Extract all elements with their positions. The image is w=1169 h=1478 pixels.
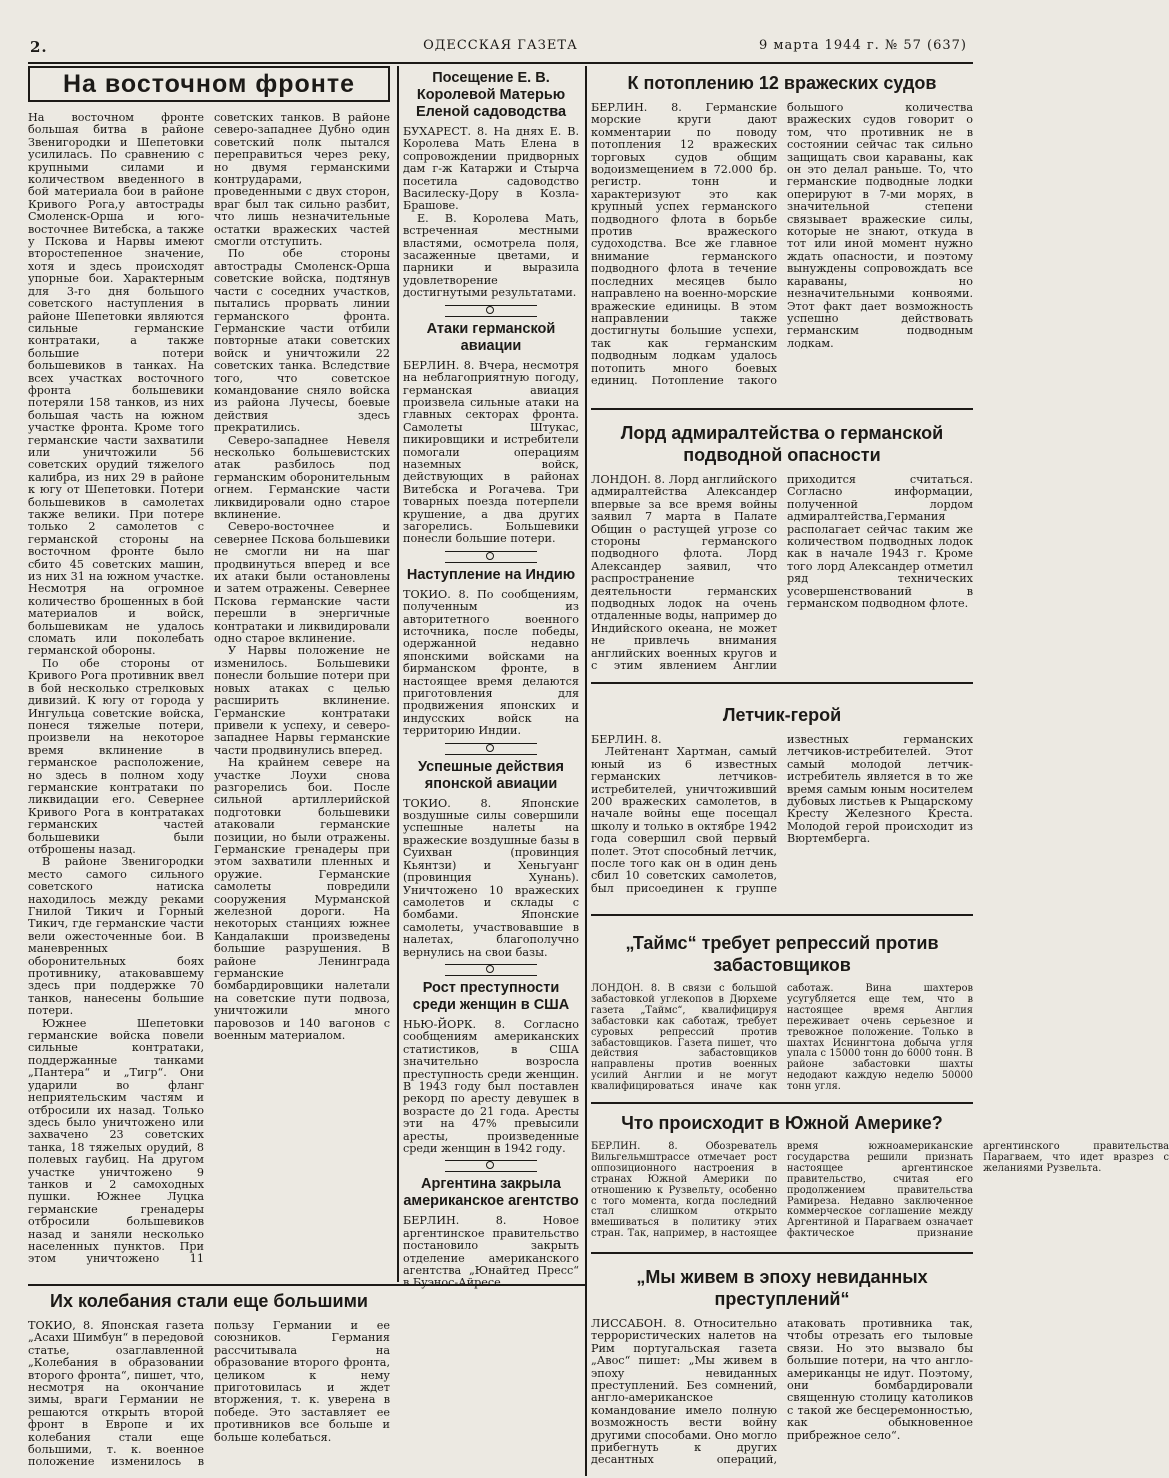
section-rule [591,408,973,410]
article-ships [591,66,973,406]
article-crimes [591,1256,973,1474]
column-rule-right [585,66,587,1476]
article-usa-crime [403,980,579,1155]
section-rule [591,914,973,916]
eastern-front-paragraph: На восточном фронте большая битва в районе Звенигородки и Шепетовки усилилась. По сравнению с крупными силами и количеством введенного в бой материала бои в районе Кривого Рога,у автострады Смоленск-Орша и юго-восточнее Витебска, а также у Пскова и Нарвы имеют второстепенное значение, хотя и здесь происходят упорные бои. Характерным для 3-го дня большого советского наступления в районе Шепетовки являются сильные германские контратаки, а также большие потери большевиков в танках. На всех участках восточного фронта большевики потеряли 158 танков, из них большая часть на южном участке фронта. Кроме того германские части захватили или уничтожили 56 советских орудий тяжелого калибра, из них 29 в районе к югу от Шепетовки. Потери большевиков в самолетах также велики. При потере только 2 самолетов с германской стороны на восточном фронте было сбито 45 советских машин, из них 31 на южном участке. Несмотря на огромное количество брошенных в бой материалов и войск, большевикам не удалось сломать или поколебать германской обороны. [28,111,204,658]
eastern-front-paragraph: Южнее Шепетовки германские войска повели сильные контратаки, поддержанные танками „Пантера“ и „Тигр“. Они ударили во фланг неприятельским частям и отбросили их назад. Только здесь было уничтожено или захвачено 23 советских танка, 18 тяжелых орудий, 8 полевых гаубиц. На другом участке уничтожено 9 танков и 2 самоходных пушки. Южнее Луцка германские гренадеры отбросили большевиков назад и заняли несколько населенных пунктов. При этом уничтожено 11 советских танков. В районе северо-западнее Дубно один советский полк пытался переправиться через реку, но двумя германскими контрударами, проведенными с двух сторон, враг был так сильно разбит, что лишь незначительные остатки вражеских частей смогли отступить. [28,111,390,1266]
ornament-divider [445,305,537,317]
india-paragraph: ТОКИО. 8. По сообщениям, полученным из авторитетного военного источника, после победы, одержанной недавно японскими войсками на бирманском фронте, в настоящее время делаются приготовления для продвижения японских и индусских войск на территорию Индии. [403,587,579,738]
queen-visit-paragraph: Е. В. Королева Мать, встреченная местными властями, осмотрела поля, засаженные цветами, и парники и выразила удовлетворение достигнутыми результатами. [403,211,579,300]
headline-japan-aviation: Успешные действия японской авиации [418,758,564,792]
section-rule [591,1102,973,1104]
article-hesitation [28,1288,390,1474]
eastern-front-paragraph: На крайнем севере на участке Лоухи снова разгорелись бои. После сильной артиллерийской подготовки большевики атаковали германские позиции, но были отражены. Германские гренадеры при этом захватили пленных и оружие. Германские самолеты повредили сооружения Мурманской железной дороги. На некоторых станциях южнее Кандалакши произведены большие разрушения. В районе Ленинграда германские бомбардировщики налетали на советские пути подвоза, уничтожили много паровозов и 140 вагонов с военным материалом. [214,756,390,1043]
issue-date: 9 марта 1944 г. № 57 (637) [758,38,967,53]
south-america-paragraph: БЕРЛИН. 8. Обозреватель Вильгельмштрассе отмечает рост оппозиционного настроения в странах Южной Америки по отношению к Рузвельту, особенно с того момента, когда последний стал слишком открыто вмешиваться в политику этих стран. Так, например, в настоящее время южноамериканские государства решили признать настоящее аргентинское правительство, считая его продолжением правительства Рамиреза. Недавно заключенное коммерческое соглашение между Аргентиной и Парагваем означает фактическое признание аргентинского правительства Парагваем, что идет вразрез с желаниями Рузвельта. [591,1141,1169,1240]
article-admiralty [591,412,973,680]
eastern-front-paragraph: В районе Звенигородки место самого сильного советского натиска находилось между реками Гнилой Тикич и Горный Тикич, где германские части вели ожесточенные бои. В маневренных оборонительных боях противнику, атаковавшему здесь при поддержке 70 танков, нанесены большие потери. [28,855,204,1018]
article-queen-visit [403,70,579,300]
article-india [403,567,579,738]
eastern-front-paragraph: Северо-восточнее и севернее Пскова большевики не смогли ни на шаг продвинуться вперед и все их атаки были остановлены и затем отражены. Севернее Пскова германские части перешли в энергичные контратаки и ликвидировали одно старое вклинение. [214,520,390,646]
eastern-front-paragraph: Северо-западнее Невеля несколько большевистских атак разбилось под германским оборонительным огнем. Германские части ликвидировали одно старое вклинение. [214,433,390,521]
newspaper-name: ОДЕССКАЯ ГАЗЕТА [423,38,578,53]
hesitation-paragraph: ТОКИО, 8. Японская газета „Асахи Шимбун“ в передовой статье, озаглавленной „Колебания в образовании второго фронта“, пишет, что, несмотря на окончание зимы, враги Германии не решаются открыть второй фронт в Европе и их колебания стали еще большими, т. к. военное положение изменилось в пользу Германии и ее союзников. Германия рассчитывала на образование второго фронта, целиком к нему приготовилась и ждет вторжения, т. к. уверена в победе. Это заставляет ее противников все больше и больше колебаться. [28,1319,390,1469]
ships-paragraph: БЕРЛИН. 8. Германские морские круги дают комментарии по поводу потопления 12 вражеских торговых судов общим водоизмещением в 72.000 бр. регистр. тонн и характеризуют это как крупный успех германского подводного флота в борьбе против вражеского судоходства. Все же главное внимание германского подводного флота в течение последних месяцев было направлено на военно-морские вражеские единицы. В этом направлении также достигнуты большие успехи, так как германским подводным лодкам удалось потопить много боевых единиц. Потопление такого большого количества вражеских судов говорит о том, что противник не в состоянии сейчас так сильно защищать свои караваны, как он это делал раньше. То, что германские подводные лодки оперируют в 7-ми морях, в значительной степени связывает вражеские силы, которые не знают, откуда в тот или иной момент нужно ждать опасности, и поэтому вынуждены сопровождать все караваны, но незначительными конвоями. Этот факт дает возможность успешно действовать германским подводным лодкам. [591,101,973,387]
ornament-divider [445,743,537,755]
headline-eastern-front: На восточном фронте [28,66,390,102]
headline-crimes: „Мы живем в эпоху невиданных преступлений“ [636,1267,928,1309]
middle-column [403,66,579,1474]
article-argentina [403,1176,579,1289]
pilot-paragraph: Лейтенант Хартман, самый юный из 6 известных германских летчиков-истребителей, уничтоживший 200 вражеских самолетов, в начале войны еще посещал школу и только в октябре 1942 года совершил свой первый полет. Этот способный летчик, после того как он в один день сбил 10 советских самолетов, был присоединен к группе известных германских летчиков-истребителей. Этот самый молодой летчик-истребитель является в то же время самым юным носителем дубовых листьев к Рыцарскому Кресту Железного Креста. Молодой герой происходит из Вюртемберга. [591,733,973,895]
japan-aviation-paragraph: ТОКИО. 8. Японские воздушные силы совершили успешные налеты на вражеские воздушные базы в Суихван (провинция Кьянтзи) и Хеньгуанг (провинция Хунань). Уничтожено 10 вражеских самолетов и склады с бомбами. Японские самолеты, участвовавшие в налетах, благополучно вернулись на свои базы. [403,796,579,959]
eastern-front-paragraph: По обе стороны от Кривого Рога противник ввел в бой несколько стрелковых дивизий. К югу от города у Ингульца советские войска, понеся тяжелые потери, произвели на некоторое время вклинение в германское расположение, но здесь в полном ходу германские контратаки по ликвидации его. Севернее Кривого Рога в контратаках германских частей большевики были отброшены назад. [28,656,204,856]
ornament-divider [445,964,537,976]
page-number: 2. [30,38,48,56]
headline-ships: К потоплению 12 вражеских судов [627,73,937,93]
headline-queen-visit: Посещение Е. В. Королевой Матерью Еленой садоводства [415,70,567,120]
crimes-paragraph: ЛИССАБОН. 8. Относительно террористических налетов на Рим португальская газета „Авос“ пишет: „Мы живем в эпоху невиданных преступлений. Без сомнений, англо-американское командование имело полную возможность вести войну другими способами. Оно могло прибегнуть к других десантных операций, атаковать противника так, чтобы отрезать его тыловые связи. Но это вызвало бы большие потери, на что англо-американцы не идут. Поэтому, они бомбардировали священную столицу католиков с такой же бесцеремонностью, как обыкновенное прибрежное село“. [591,1317,973,1467]
argentina-paragraph: БЕРЛИН. 8. Новое аргентинское правительство постановило закрыть отделение американского агентства „Юнайтед Пресс“ в Буэнос-Айресе. [403,1214,579,1290]
headline-hesitation: Их колебания стали еще большими [50,1291,368,1311]
eastern-front-paragraph: У Нарвы положение не изменилось. Большевики понесли большие потери при новых атаках с целью расширить вклинение. Германские контратаки привели к успеху, и северо-западнее Нарвы германские части продвинулись вперед. [214,644,390,757]
usa-crime-paragraph: НЬЮ-ЙОРК. 8. Согласно сообщениям американских статистиков, в США значительно возросла преступность среди женщин. В 1943 году был поставлен рекорд по аресту девушек в возрасте до 21 года. Аресты эти на 47% превысили аресты, произведенные среди женщин в 1942 году. [403,1017,579,1155]
headline-aviation-attacks: Атаки германской авиации [426,320,556,354]
headline-india: Наступление на Индию [406,566,576,583]
pilot-paragraph: БЕРЛИН. 8. [591,733,662,746]
article-aviation-attacks [403,321,579,546]
aviation-attacks-paragraph: БЕРЛИН. 8. Вчера, несмотря на неблагоприятную погоду, германская авиация произвела сильные атаки на главных секторах фронта. Самолеты Штукас, пикировщики и истребители помогали операциям наземных войск, действующих в районах Витебска и Рогачева. Три товарных поезда потерпели крушение, а два других загорелись. Большевики понесли большие потери. [403,358,579,546]
headline-times: „Таймс“ требует репрессий против забастовщиков [625,933,939,975]
article-times [591,918,973,1100]
admiralty-paragraph: ЛОНДОН. 8. Лорд английского адмиралтейства Александер впервые за все время войны заявил 7 марта в Палате Общин о растущей угрозе со стороны германского подводного флота. Лорд Александер заявил, что распространение деятельности германских подводных лодок на очень отдаленные воды, например до Индийского океана, не может не привлечь внимания английских военных кругов и с этим явлением Англии приходится считаться. Согласно информации, полученной лордом адмиралтейства,Германия располагает сейчас таким же количеством подводных лодок как в начале 1943 г. Кроме того лорд Александер отметил ряд технических усовершенствований в германском подводном флоте. [591,473,973,673]
headline-usa-crime: Рост преступности среди женщин в США [412,979,570,1013]
headline-argentina: Аргентина закрыла американское агентство [403,1176,579,1210]
section-rule [591,1252,973,1254]
article-japan-aviation [403,759,579,959]
eastern-front-paragraph: По обе стороны автострады Смоленск-Орша советские войска, подтянув части с соседних участков, пытались прорвать линии германского фронта. Германские части отбили повторные атаки советских войск и уничтожили 22 советских танка. Вследствие того, что советское командование сняло войска из района Лучесы, боевые действия здесь прекратились. [214,247,390,435]
headline-south-america: Что происходит в Южной Америке? [621,1113,943,1133]
times-paragraph: ЛОНДОН. 8. В связи с большой забастовкой углекопов в Дюрхеме газета „Таймс“, квалифицируя забастовки как саботаж, требует суровых репрессий против забастовщиков. Газета пишет, что действия забастовщиков направлены против военных усилий Англии и не могут квалифицироваться иначе как саботаж. Вина шахтеров усугубляется еще тем, что в настоящее время Англия переживает очень серьезное и тревожное положение. Только в шахтах Иснингтона добыча угля упала с 15000 тонн до 6000 тонн. В районе забастовки шахты недодают каждую неделю 50000 тонн угля. [591,983,973,1093]
article-south-america [591,1106,1169,1250]
article-pilot [591,686,973,912]
masthead [28,36,973,56]
ornament-divider [445,1160,537,1172]
column-rule-left [397,66,399,1282]
section-rule [591,682,973,684]
headline-admiralty: Лорд адмиралтейства о германской подводной опасности [620,423,944,465]
queen-visit-paragraph: БУХАРЕСТ. 8. На днях Е. В. Королева Мать Елена в сопровождении придворных дам г-ж Катаржи и Стырча посетила садоводство Василеску-Дору в Козла-Брашове. [403,125,579,213]
masthead-rule [28,62,973,64]
headline-pilot: Летчик-герой [722,705,842,725]
ornament-divider [445,551,537,563]
article-eastern-front [28,66,390,1282]
